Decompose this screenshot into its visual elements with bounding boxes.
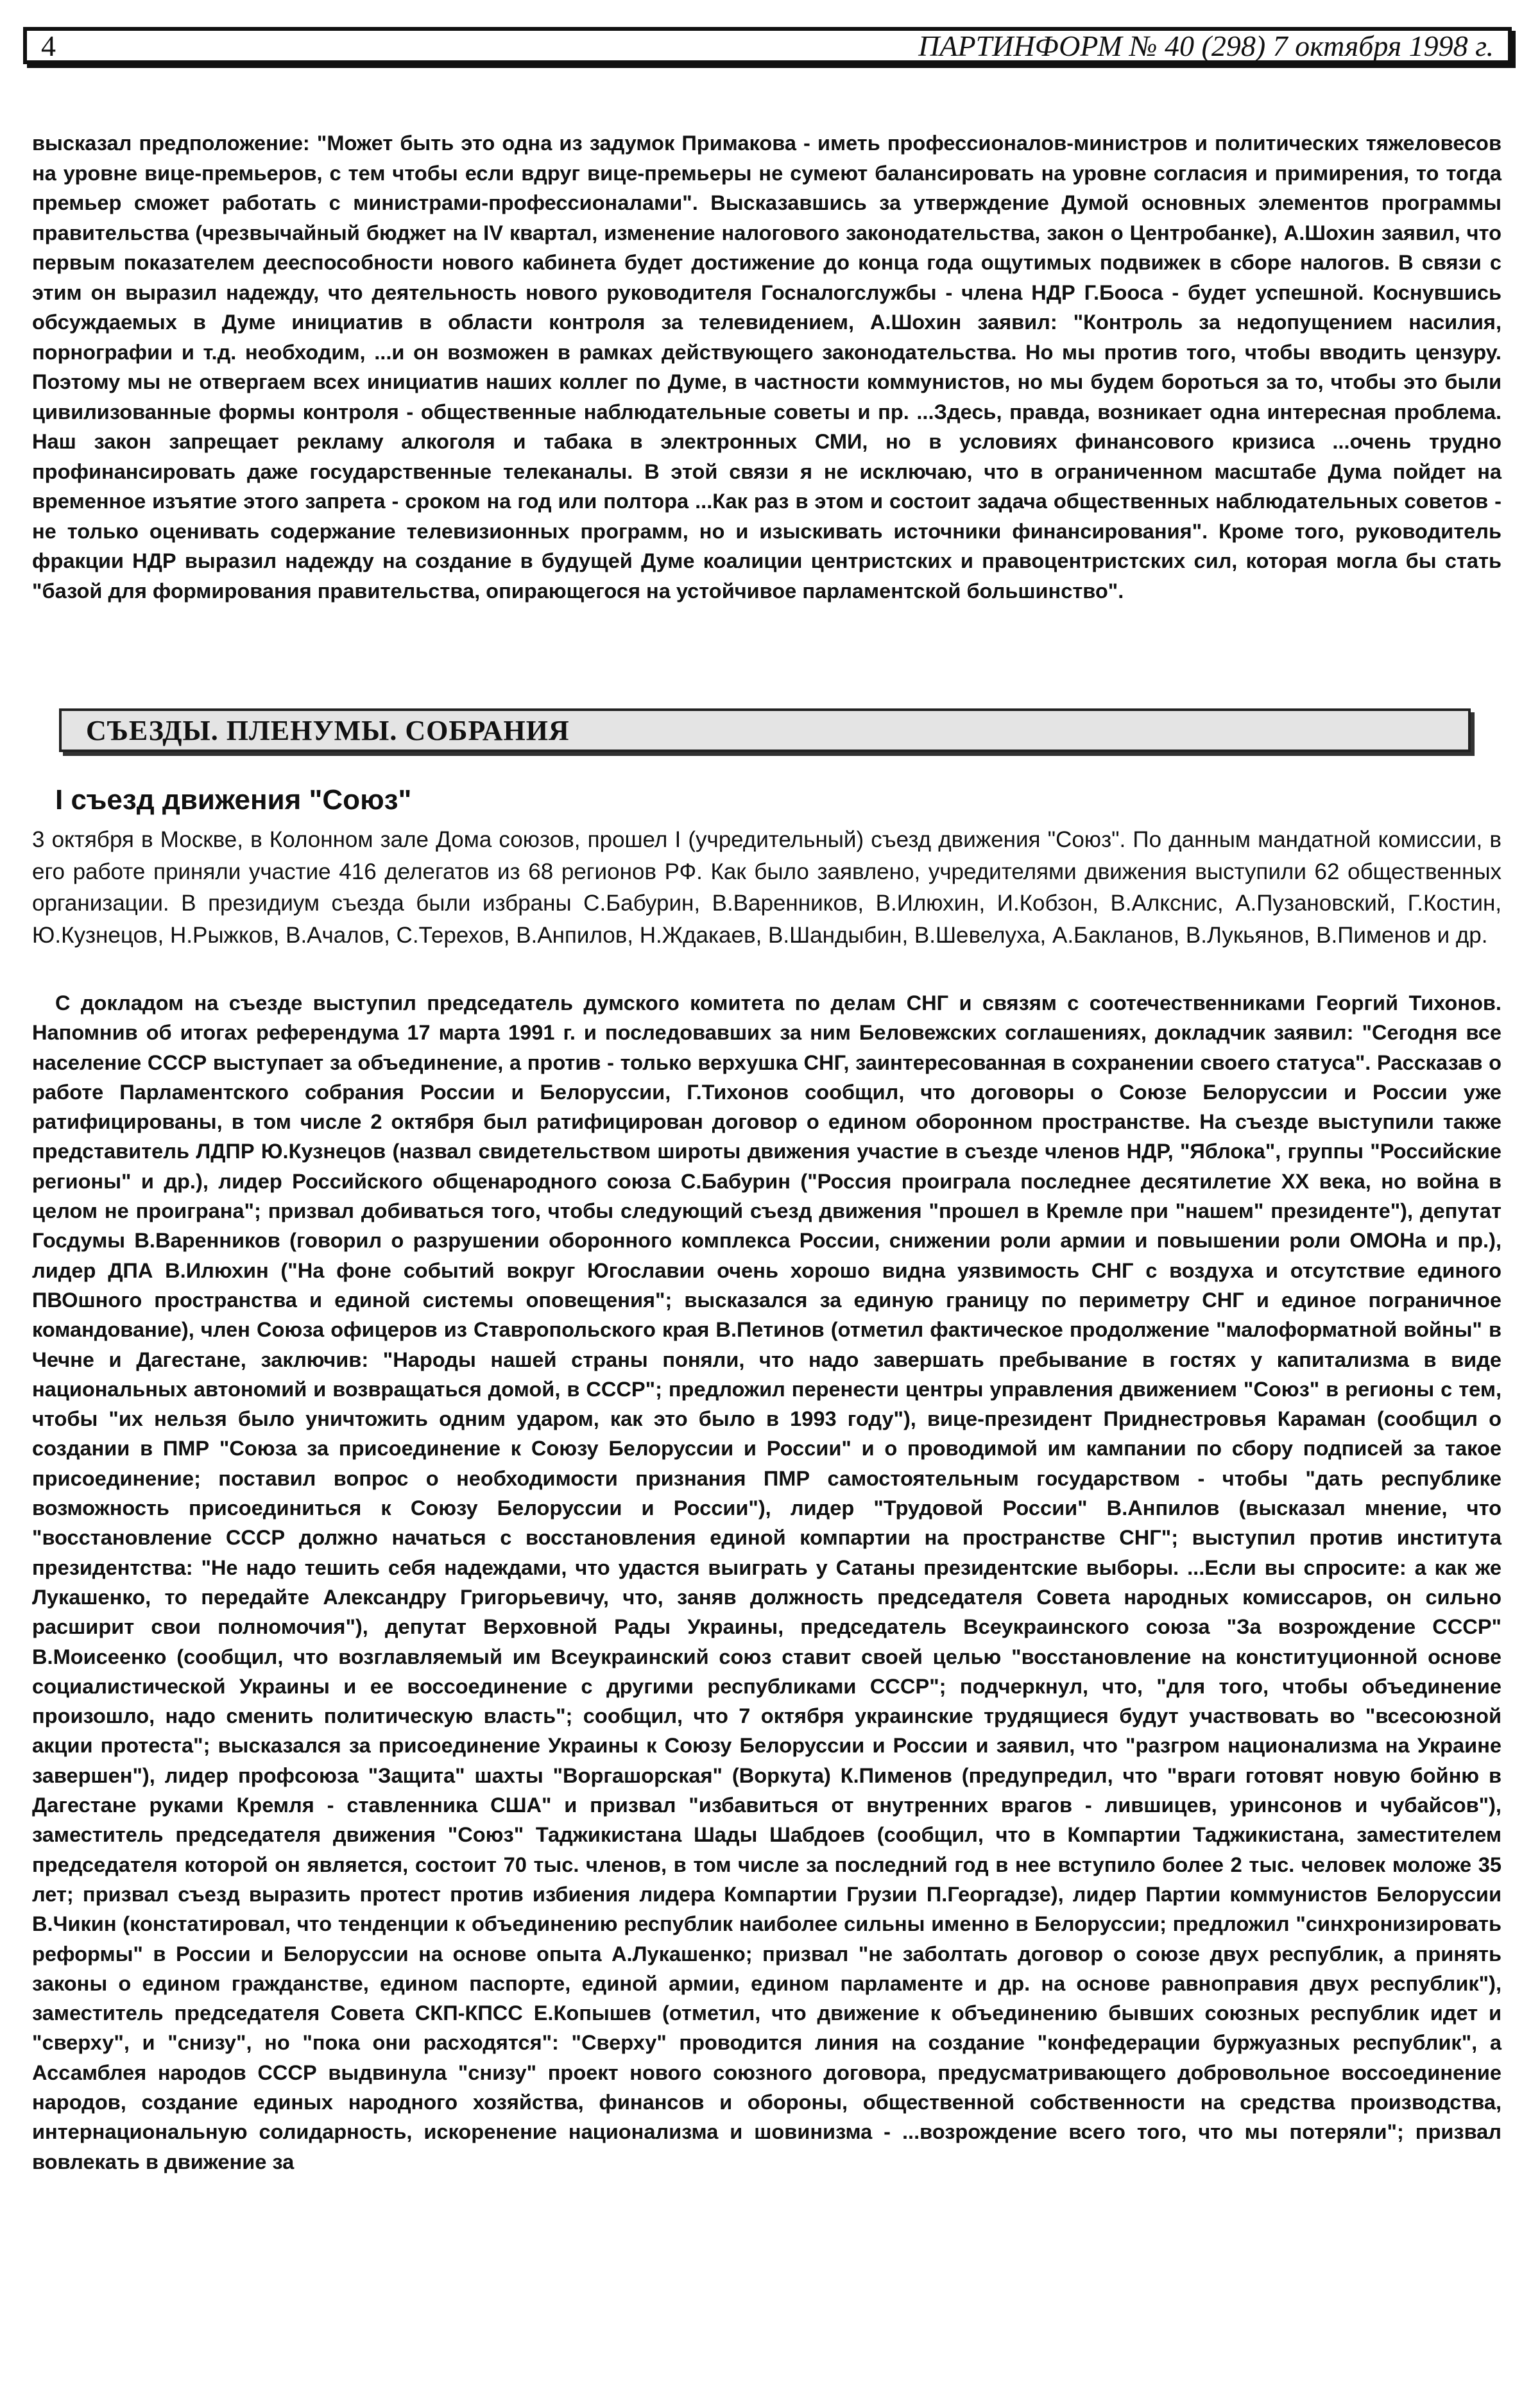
article-title: I съезд движения "Союз"	[55, 784, 412, 816]
article-intro: 3 октября в Москве, в Колонном зале Дома союзов, прошел I (учредительный) съезд движения "Союз". По данным мандатной комиссии, в его работе приняли участие 416 делегатов из 68 регионов РФ. Как было заявлено, учредителями движения выступили 62 общественных организации. В президиум съезда были избраны С.Бабурин, В.Варенников, В.Илюхин, И.Кобзон, В.Алкснис, А.Пузановский, Г.Костин, Ю.Кузнецов, Н.Рыжков, В.Ачалов, С.Терехов, В.Анпилов, Н.Ждакаев, В.Шандыбин, В.Шевелуха, А.Бакланов, В.Лукьянов, В.Пименов и др.	[32, 827, 1502, 948]
article-body: С докладом на съезде выступил председатель думского комитета по делам СНГ и связям с соотечественниками Георгий Тихонов. Напомнив об итогах референдума 17 марта 1991 г. и последовавших за ним Беловежских соглашениях, докладчик заявил: "Сегодня все население СССР выступает за объединение, а против - только верхушка СНГ, заинтересованная в сохранении своего статуса". Рассказав о работе Парламентского собрания России и Белоруссии, Г.Тихонов сообщил, что договоры о Союзе Белоруссии и России уже ратифицированы, в том числе 2 октября был ратифицирован договор о едином оборонном пространстве. На съезде выступили также представитель ЛДПР Ю.Кузнецов (назвал свидетельством широты движения участие в съезде членов НДР, "Яблока", группы "Российские регионы" и др.), лидер Российского общенародного союза С.Бабурин ("Россия проиграла последнее десятилетие XX века, но война в целом не проиграна"; призвал добиваться того, чтобы следующий съезд движения "прошел в Кремле при "нашем" президенте"), депутат Госдумы В.Варенников (говорил о разрушении оборонного комплекса России, снижении роли армии и повышении роли ОМОНа и пр.), лидер ДПА В.Илюхин ("На фоне событий вокруг Югославии очень хорошо видна уязвимость СНГ с воздуха и отсутствие единого ПВОшного пространства и единой системы оповещения"; высказался за единую границу по периметру СНГ и единое пограничное командование), член Союза офицеров из Ставропольского края В.Петинов (отметил фактическое продолжение "малоформатной войны" в Чечне и Дагестане, заключив: "Народы нашей страны поняли, что надо завершать пребывание в гостях у капитализма в виде национальных автономий и возвращаться домой, в СССР"; предложил перенести центры управления движением "Союз" в регионы с тем, чтобы "их нельзя было уничтожить одним ударом, как это было в 1993 году"), вице-президент Приднестровья Караман (сообщил о создании в ПМР "Союза за присоединение к Союзу Белоруссии и России" и о проводимой им кампании по сбору подписей за такое присоединение; поставил вопрос о необходимости признания ПМР самостоятельным государством - чтобы "дать республике возможность присоединиться к Союзу Белоруссии и России"), лидер "Трудовой России" В.Анпилов (высказал мнение, что "восстановление СССР должно начаться с восстановления единой компартии на пространстве СНГ"; выступил против института президентства: "Не надо тешить себя надеждами, что удастся выиграть у Сатаны президентские выборы. ...Если вы спросите: а как же Лукашенко, то передайте Александру Григорьевичу, что, заняв должность председателя Совета народных комиссаров, он сильно расширит свои полномочия"), депутат Верховной Рады Украины, председатель Всеукраинского союза "За возрождение СССР" В.Моисеенко (сообщил, что возглавляемый им Всеукраинский союз ставит своей целью "восстановление на конституционной основе социалистической Украины и ее воссоединение с другими республиками СССР"; подчеркнул, что, "для того, чтобы объединение произошло, надо сменить политическую власть"; сообщил, что 7 октября украинские трудящиеся будут участвовать во "всесоюзной акции протеста"; высказался за присоединение Украины к Союзу Белоруссии и России и заявил, что "разгром национализма на Украине завершен"), лидер профсоюза "Защита" шахты "Воргашорская" (Воркута) К.Пименов (предупредил, что "враги готовят новую бойню в Дагестане руками Кремля - ставленника США" и призвал "избавиться от внутренних врагов - лившицев, уринсонов и чубайсов"), заместитель председателя движения "Союз" Таджикистана Шады Шабдоев (сообщил, что в Компартии Таджикистана, заместителем председателя которой он является, состоит 70 тыс. членов, в том числе за последний год в нее вступило более 2 тыс. человек моложе 35 лет; призвал съезд выразить протест против избиения лидера Компартии Грузии П.Георгадзе), лидер Партии коммунистов Белоруссии В.Чикин (констатировал, что тенденции к объединению республик наиболее сильны именно в Белоруссии; предложил "синхронизировать реформы" в России и Белоруссии на основе опыта А.Лукашенко; призвал "не заболтать договор о союзе двух республик, а принять законы о едином гражданстве, едином паспорте, единой армии, едином парламенте и др. на основе равноправия двух республик"), заместитель председателя Совета СКП-КПСС Е.Копышев (отметил, что движение к объединению бывших союзных республик идет и "сверху", и "снизу", но "пока они расходятся": "Сверху" проводится линия на создание "конфедерации буржуазных республик", а Ассамблея народов СССР выдвинула "снизу" проект нового союзного договора, предусматривающего добровольное воссоединение народов, создание единых народного хозяйства, финансов и обороны, общественной собственности на средства производства, интернациональную солидарность, искоренение национализма и шовинизма - ...возрождение всего того, что мы потеряли"; призвал вовлекать в движение за	[32, 991, 1502, 2173]
continuation-paragraph: высказал предположение: "Может быть это одна из задумок Примакова - иметь профессионалов-министров и политических тяжеловесов на уровне вице-премьеров, с тем чтобы если вдруг вице-премьеры не сумеют балансировать на уровне согласия и примирения, то тогда премьер сможет работать с министрами-профессионалами". Высказавшись за утверждение Думой основных элементов программы правительства (чрезвычайный бюджет на IV квартал, изменение налогового законодательства, закон о Центробанке), А.Шохин заявил, что первым показателем дееспособности нового кабинета будет достижение до конца года ощутимых подвижек в сборе налогов. В связи с этим он выразил надежду, что деятельность нового руководителя Госналогслужбы - члена НДР Г.Бооса - будет успешной. Коснувшись обсуждаемых в Думе инициатив в области контроля за телевидением, А.Шохин заявил: "Контроль за недопущением насилия, порнографии и т.д. необходим, ...и он возможен в рамках действующего законодательства. Но мы против того, чтобы вводить цензуру. Поэтому мы не отвергаем всех инициатив наших коллег по Думе, в частности коммунистов, но мы будем бороться за то, чтобы это были цивилизованные формы контроля - общественные наблюдательные советы и пр. ...Здесь, правда, возникает одна интересная проблема. Наш закон запрещает рекламу алкоголя и табака в электронных СМИ, но в условиях финансового кризиса ...очень трудно профинансировать даже государственные телеканалы. В этой связи я не исключаю, что в ограниченном масштабе Дума пойдет на временное изъятие этого запрета - сроком на год или полтора ...Как раз в этом и состоит задача общественных наблюдательных советов - не только оценивать содержание телевизионных программ, но и изыскивать источники финансирования". Кроме того, руководитель фракции НДР выразил надежду на создание в будущей Думе коалиции центристских и правоцентристских сил, которая могла бы стать "базой для формирования правительства, опирающегося на устойчивое парламентской большинство".	[32, 131, 1502, 603]
section-title: СЪЕЗДЫ. ПЛЕНУМЫ. СОБРАНИЯ	[86, 714, 570, 746]
page-header	[23, 27, 1512, 64]
publication-masthead: ПАРТИНФОРМ № 40 (298) 7 октября 1998 г.	[918, 29, 1494, 62]
section-heading	[59, 708, 1471, 752]
page-number: 4	[41, 29, 56, 62]
